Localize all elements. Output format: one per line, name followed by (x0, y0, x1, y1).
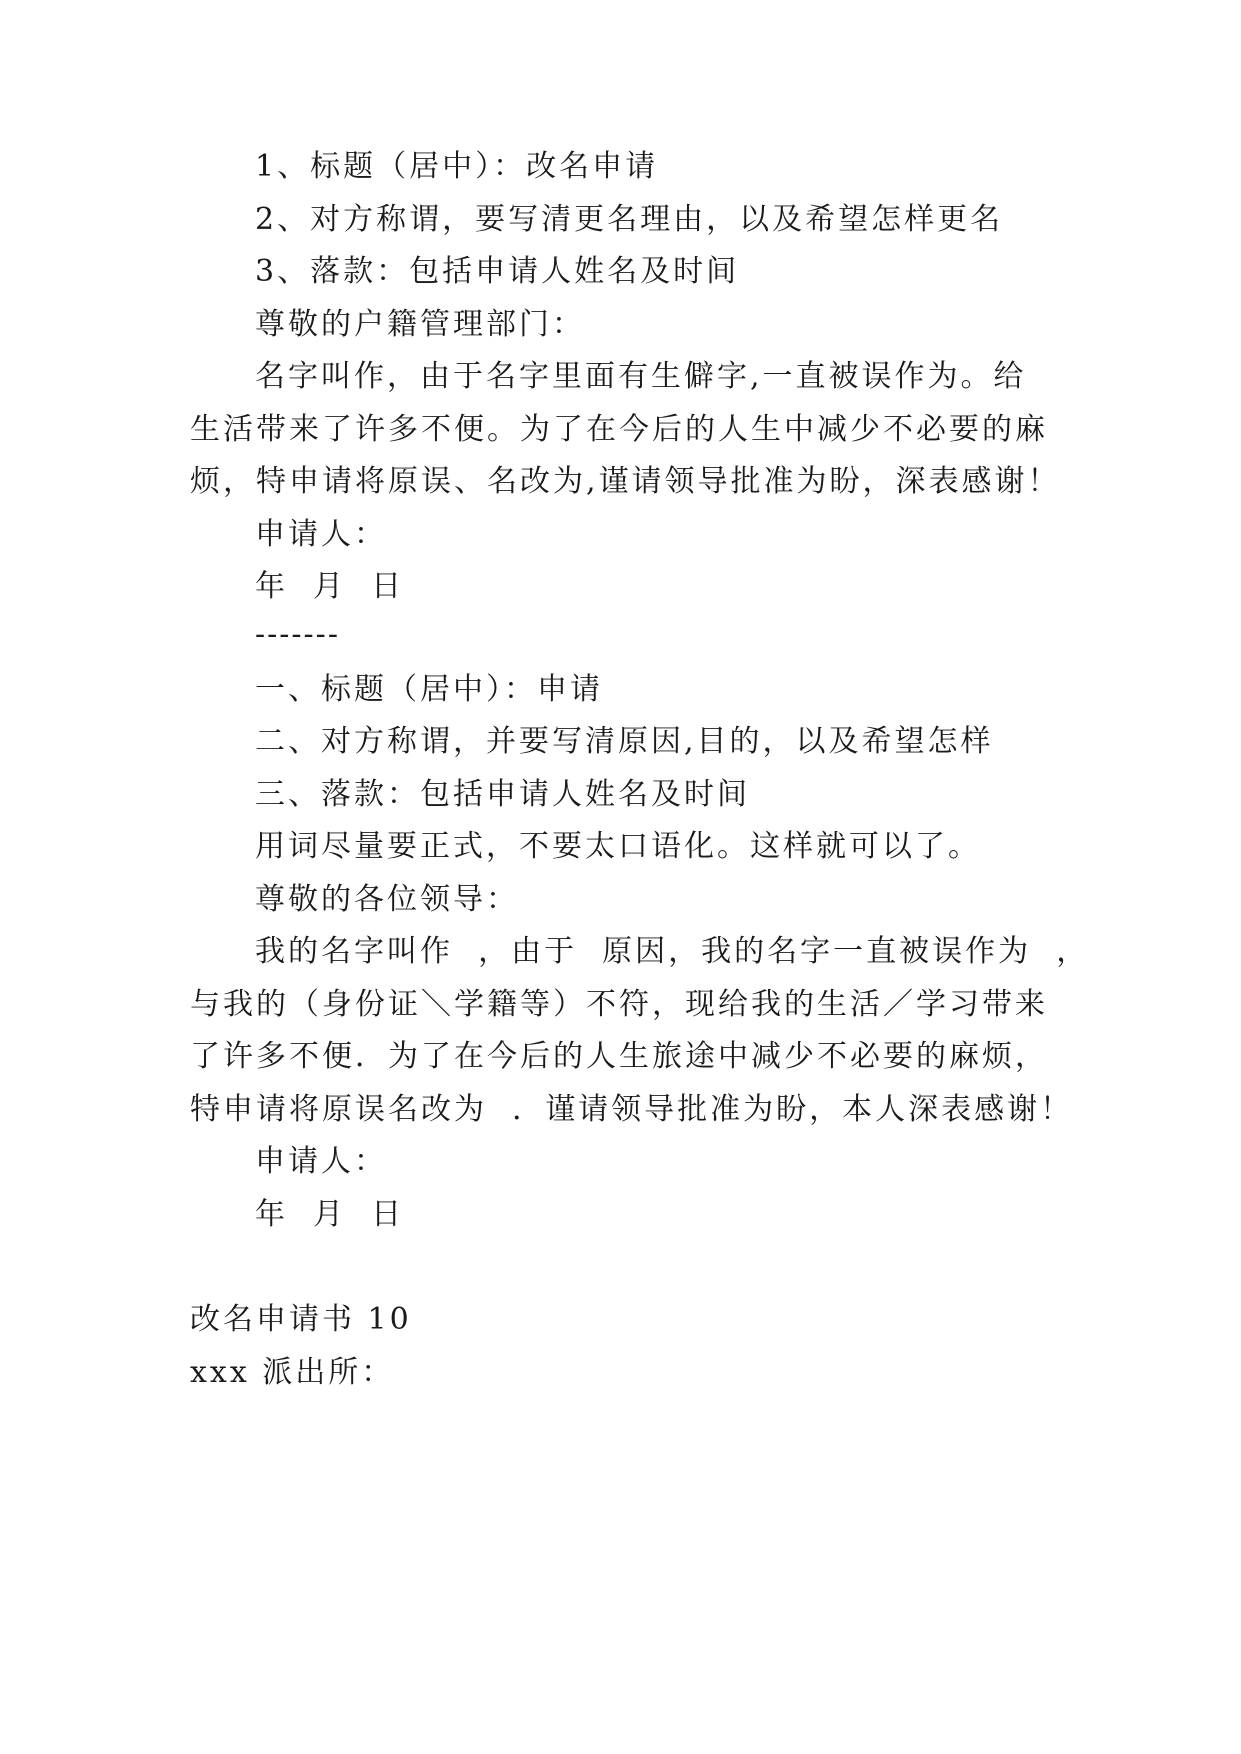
section-heading: 改名申请书 10 (190, 1302, 412, 1337)
letter2-date: 年 月 日 (255, 1197, 405, 1232)
instruction-item-2: 2、对方称谓，要写清更名理由，以及希望怎样更名 (255, 202, 1004, 237)
letter1-body-line-2: 生活带来了许多不便。为了在今后的人生中减少不必要的麻 (190, 412, 1048, 447)
letter2-applicant: 申请人： (255, 1144, 387, 1179)
letter1-salutation: 尊敬的户籍管理部门： (255, 307, 585, 342)
instruction-item-3: 3、落款：包括申请人姓名及时间 (255, 254, 740, 289)
letter2-body-line-3: 了许多不便．为了在今后的人生旅途中减少不必要的麻烦， (190, 1039, 1048, 1074)
guideline-item-3: 三、落款：包括申请人姓名及时间 (255, 777, 750, 812)
separator-line: ------- (255, 617, 340, 652)
letter2-body-line-4: 特申请将原误名改为 ．谨请领导批准为盼，本人深表感谢！ (190, 1092, 1074, 1127)
guideline-note: 用词尽量要正式，不要太口语化。这样就可以了。 (255, 829, 981, 864)
letter2-body-line-1: 我的名字叫作 ，由于 原因，我的名字一直被误作为 ， (255, 934, 1090, 969)
letter2-salutation: 尊敬的各位领导： (255, 882, 519, 917)
guideline-item-1: 一、标题（居中）：申请 (255, 672, 603, 707)
letter1-date: 年 月 日 (255, 569, 405, 604)
letter1-applicant: 申请人： (255, 517, 387, 552)
instruction-item-1: 1、标题（居中）：改名申请 (255, 149, 659, 184)
letter1-body-line-3: 烦，特申请将原误、名改为,谨请领导批准为盼，深表感谢！ (190, 464, 1061, 499)
letter2-body-line-2: 与我的（身份证＼学籍等）不符，现给我的生活／学习带来 (190, 987, 1048, 1022)
letter3-salutation: xxx 派出所： (190, 1355, 395, 1390)
guideline-item-2: 二、对方称谓，并要写清原因,目的，以及希望怎样 (255, 724, 994, 759)
letter1-body-line-1: 名字叫作，由于名字里面有生僻字,一直被误作为。给 (255, 359, 1027, 394)
